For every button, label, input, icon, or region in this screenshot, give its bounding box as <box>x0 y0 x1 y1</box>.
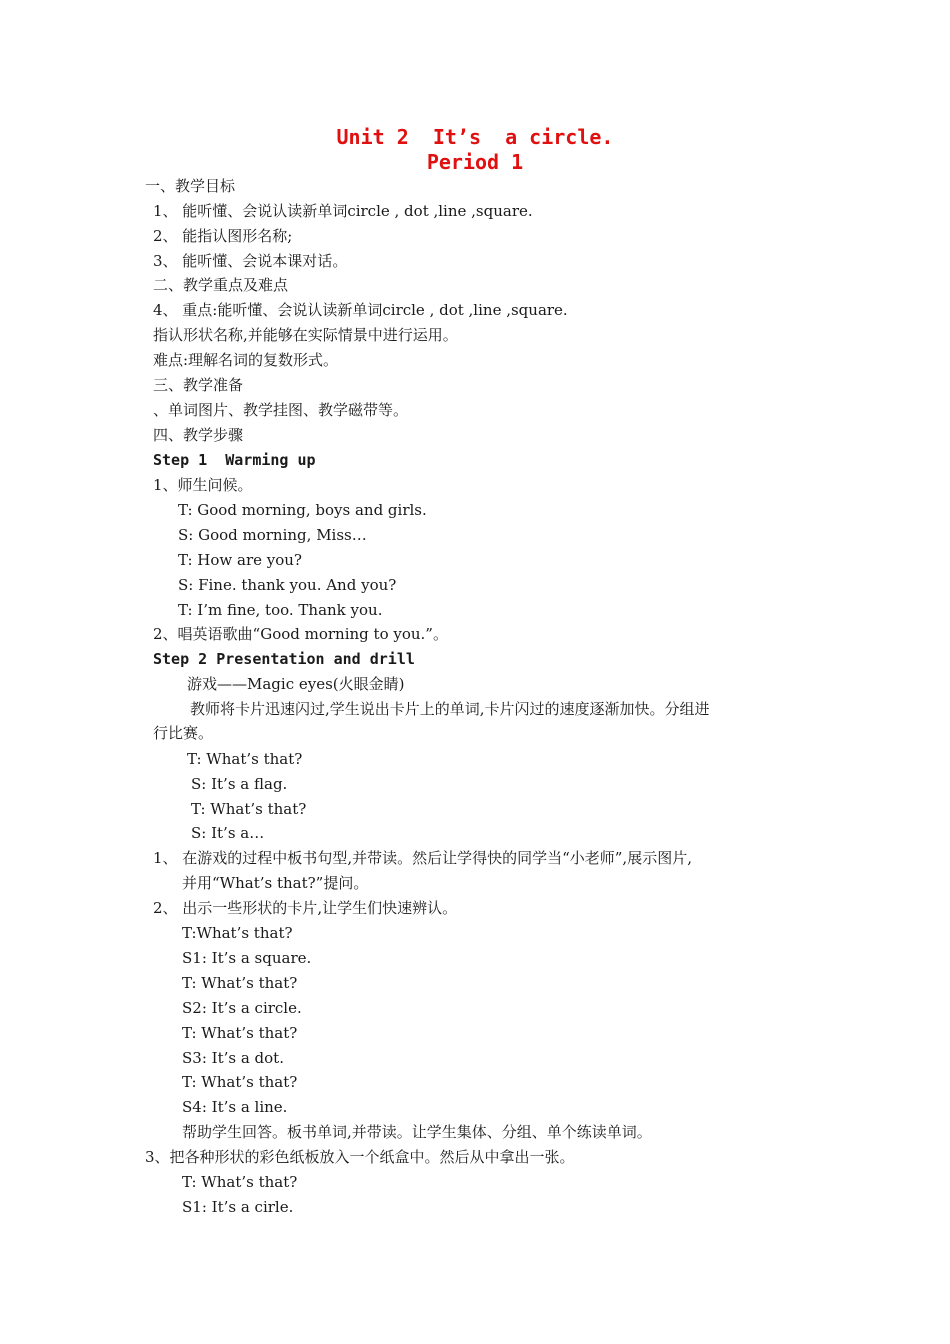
dialogue-line: S: Fine. thank you. And you? <box>178 576 397 594</box>
dialogue-line: T: What’s that? <box>182 1024 298 1042</box>
dialogue-line: T: How are you? <box>178 551 302 569</box>
dialogue-line: T: What’s that? <box>182 1073 298 1091</box>
text-line: 1、师生问候。 <box>153 476 253 494</box>
step-heading: Step 2 Presentation and drill <box>153 650 415 668</box>
dialogue-line: T: What’s that? <box>187 750 303 768</box>
text-line: 难点:理解名词的复数形式。 <box>153 351 339 369</box>
dialogue-line: S: It’s a… <box>191 824 265 842</box>
step-heading: Step 1 Warming up <box>153 451 316 469</box>
dialogue-line: S: It’s a flag. <box>191 775 288 793</box>
dialogue-line: T: What’s that? <box>182 1173 298 1191</box>
text-line: 教师将卡片迅速闪过,学生说出卡片上的单词,卡片闪过的速度逐渐加快。分组进 <box>190 700 710 718</box>
dialogue-line: T: I’m fine, too. Thank you. <box>178 601 383 619</box>
section-heading: 一、教学目标 <box>145 177 236 195</box>
dialogue-line: S2: It’s a circle. <box>182 999 302 1017</box>
text-line: 1、 在游戏的过程中板书句型,并带读。然后让学得快的同学当“小老师”,展示图片, <box>153 849 692 867</box>
text-line: 1、 能听懂、会说认读新单词circle , dot ,line ,square. <box>153 202 533 220</box>
text-line: 帮助学生回答。板书单词,并带读。让学生集体、分组、单个练读单词。 <box>182 1123 652 1141</box>
dialogue-line: T: What’s that? <box>191 800 307 818</box>
section-heading: 四、教学步骤 <box>153 426 244 444</box>
dialogue-line: S1: It’s a square. <box>182 949 312 967</box>
text-line: 3、把各种形状的彩色纸板放入一个纸盒中。然后从中拿出一张。 <box>145 1148 575 1166</box>
text-line: 2、 能指认图形名称; <box>153 227 293 245</box>
text-line: 、单词图片、教学挂图、教学磁带等。 <box>153 401 409 419</box>
text-line: 3、 能听懂、会说本课对话。 <box>153 252 348 270</box>
text-line: 4、 重点:能听懂、会说认读新单词circle , dot ,line ,square. <box>153 301 568 319</box>
text-line: 行比赛。 <box>153 724 214 742</box>
dialogue-line: T: Good morning, boys and girls. <box>178 501 427 519</box>
dialogue-line: S3: It’s a dot. <box>182 1049 284 1067</box>
section-heading: 三、教学准备 <box>153 376 244 394</box>
section-heading: 二、教学重点及难点 <box>153 276 289 294</box>
text-line: 2、唱英语歌曲“Good morning to you.”。 <box>153 625 448 643</box>
dialogue-line: T:What’s that? <box>182 924 293 942</box>
text-line: 2、 出示一些形状的卡片,让学生们快速辨认。 <box>153 899 458 917</box>
dialogue-line: S: Good morning, Miss… <box>178 526 367 544</box>
document-title: Unit 2 It’s a circle. <box>336 125 614 149</box>
dialogue-line: T: What’s that? <box>182 974 298 992</box>
dialogue-line: S4: It’s a line. <box>182 1098 288 1116</box>
text-line: 指认形状名称,并能够在实际情景中进行运用。 <box>153 326 458 344</box>
dialogue-line: S1: It’s a cirle. <box>182 1198 294 1216</box>
document-subtitle: Period 1 <box>426 150 524 174</box>
text-line: 游戏——Magic eyes(火眼金睛) <box>187 675 405 693</box>
text-line: 并用“What’s that?”提问。 <box>182 874 369 892</box>
